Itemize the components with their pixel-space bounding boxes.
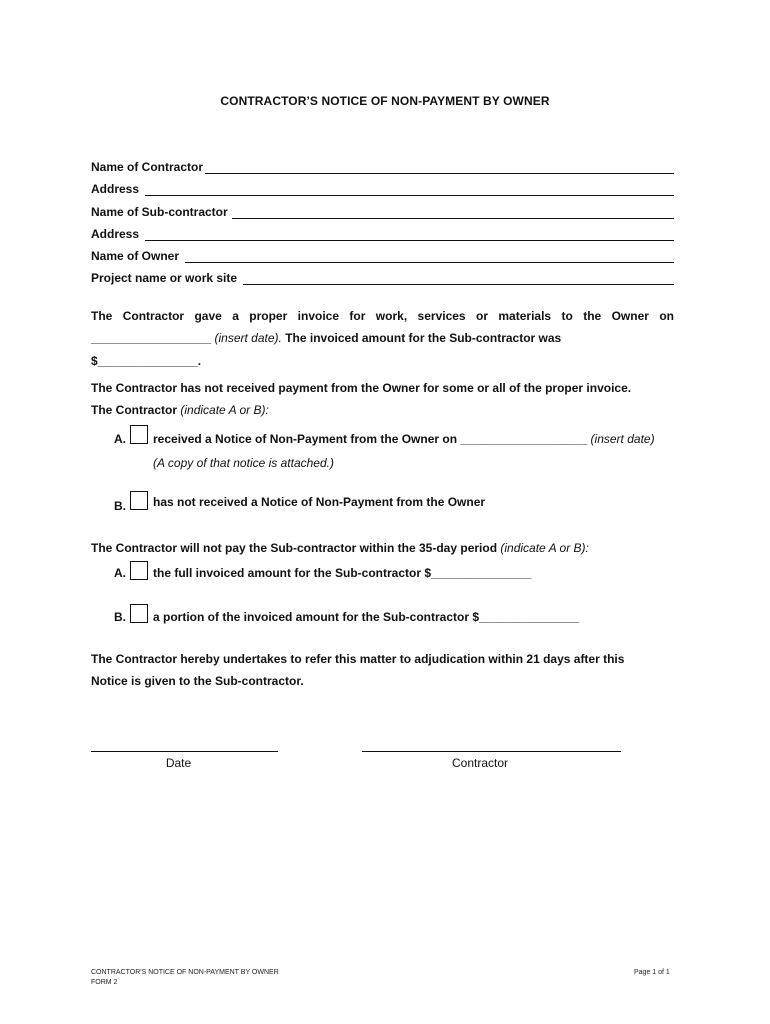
date-label: Date bbox=[165, 756, 192, 770]
project-label: Project name or work site bbox=[91, 271, 238, 285]
contractor-name-label: Name of Contractor bbox=[91, 160, 204, 174]
option-b-text: has not received a Notice of Non-Payment from the Owner bbox=[153, 495, 486, 509]
contractor-signature-line[interactable] bbox=[362, 751, 621, 752]
pay-a-checkbox[interactable] bbox=[130, 561, 148, 580]
pay-b-letter: B. bbox=[114, 610, 126, 624]
option-b-checkbox[interactable] bbox=[130, 491, 148, 510]
contractor-address-field[interactable] bbox=[91, 182, 674, 196]
undertake-line-2: Notice is given to the Sub-contractor. bbox=[91, 674, 304, 688]
footer-form-number: FORM 2 bbox=[91, 979, 118, 986]
pay-b-text: a portion of the invoiced amount for the Sub-contractor $_______________ bbox=[153, 610, 580, 624]
will-not-pay-text: The Contractor will not pay the Sub-contractor within the 35-day period bbox=[91, 541, 498, 555]
invoice-amount-blank[interactable]: $_______________. bbox=[91, 354, 202, 368]
contractor-address-blank[interactable] bbox=[145, 184, 674, 196]
contractor-address-label: Address bbox=[91, 182, 140, 196]
option-a-hint: (insert date) bbox=[590, 432, 655, 446]
indicate-line bbox=[91, 403, 269, 417]
not-received-text: The Contractor has not received payment from the Owner for some or all of the proper invoice. bbox=[91, 381, 632, 395]
document-title: CONTRACTOR’S NOTICE OF NON-PAYMENT BY OWNER bbox=[220, 94, 550, 108]
owner-name-label: Name of Owner bbox=[91, 249, 180, 263]
option-a-note: (A copy of that notice is attached.) bbox=[153, 456, 334, 470]
invoice-amount-text: The invoiced amount for the Sub-contractor was bbox=[285, 331, 562, 345]
indicate-intro: The Contractor bbox=[91, 403, 178, 417]
option-b-letter: B. bbox=[114, 499, 126, 513]
invoice-line-1: The Contractor gave a proper invoice for work, services or materials to the Owner on bbox=[91, 309, 674, 323]
footer-left bbox=[91, 968, 279, 988]
option-a-letter: A. bbox=[114, 432, 126, 446]
subcontractor-name-label: Name of Sub-contractor bbox=[91, 205, 228, 219]
footer-form-title: CONTRACTOR'S NOTICE OF NON-PAYMENT BY OWNER bbox=[91, 969, 279, 976]
option-a-row bbox=[153, 432, 655, 446]
contractor-name-field[interactable] bbox=[91, 160, 674, 174]
option-a-checkbox[interactable] bbox=[130, 425, 148, 444]
subcontractor-address-blank[interactable] bbox=[145, 229, 674, 241]
subcontractor-name-field[interactable] bbox=[91, 205, 674, 219]
indicate-hint: (indicate A or B): bbox=[180, 403, 269, 417]
contractor-label: Contractor bbox=[451, 756, 509, 770]
page-number: Page 1 of 1 bbox=[634, 969, 670, 976]
pay-a-text: the full invoiced amount for the Sub-contractor $_______________ bbox=[153, 566, 532, 580]
contractor-name-blank[interactable] bbox=[205, 162, 674, 174]
insert-date-hint: (insert date). bbox=[214, 331, 282, 345]
project-field[interactable] bbox=[91, 271, 674, 285]
will-not-pay-line bbox=[91, 541, 589, 555]
invoice-line-2 bbox=[91, 331, 561, 345]
date-signature-line[interactable] bbox=[91, 751, 278, 752]
will-not-pay-hint: (indicate A or B): bbox=[500, 541, 589, 555]
undertake-line-1: The Contractor hereby undertakes to refer this matter to adjudication within 21 days after this bbox=[91, 652, 625, 666]
project-blank[interactable] bbox=[243, 273, 674, 285]
invoice-date-blank[interactable]: __________________ bbox=[91, 331, 212, 345]
option-a-text: received a Notice of Non-Payment from the Owner on ___________________ bbox=[153, 432, 588, 446]
pay-b-checkbox[interactable] bbox=[130, 604, 148, 623]
pay-a-letter: A. bbox=[114, 566, 126, 580]
owner-name-blank[interactable] bbox=[185, 251, 674, 263]
subcontractor-address-label: Address bbox=[91, 227, 140, 241]
owner-name-field[interactable] bbox=[91, 249, 674, 263]
subcontractor-name-blank[interactable] bbox=[232, 207, 674, 219]
subcontractor-address-field[interactable] bbox=[91, 227, 674, 241]
